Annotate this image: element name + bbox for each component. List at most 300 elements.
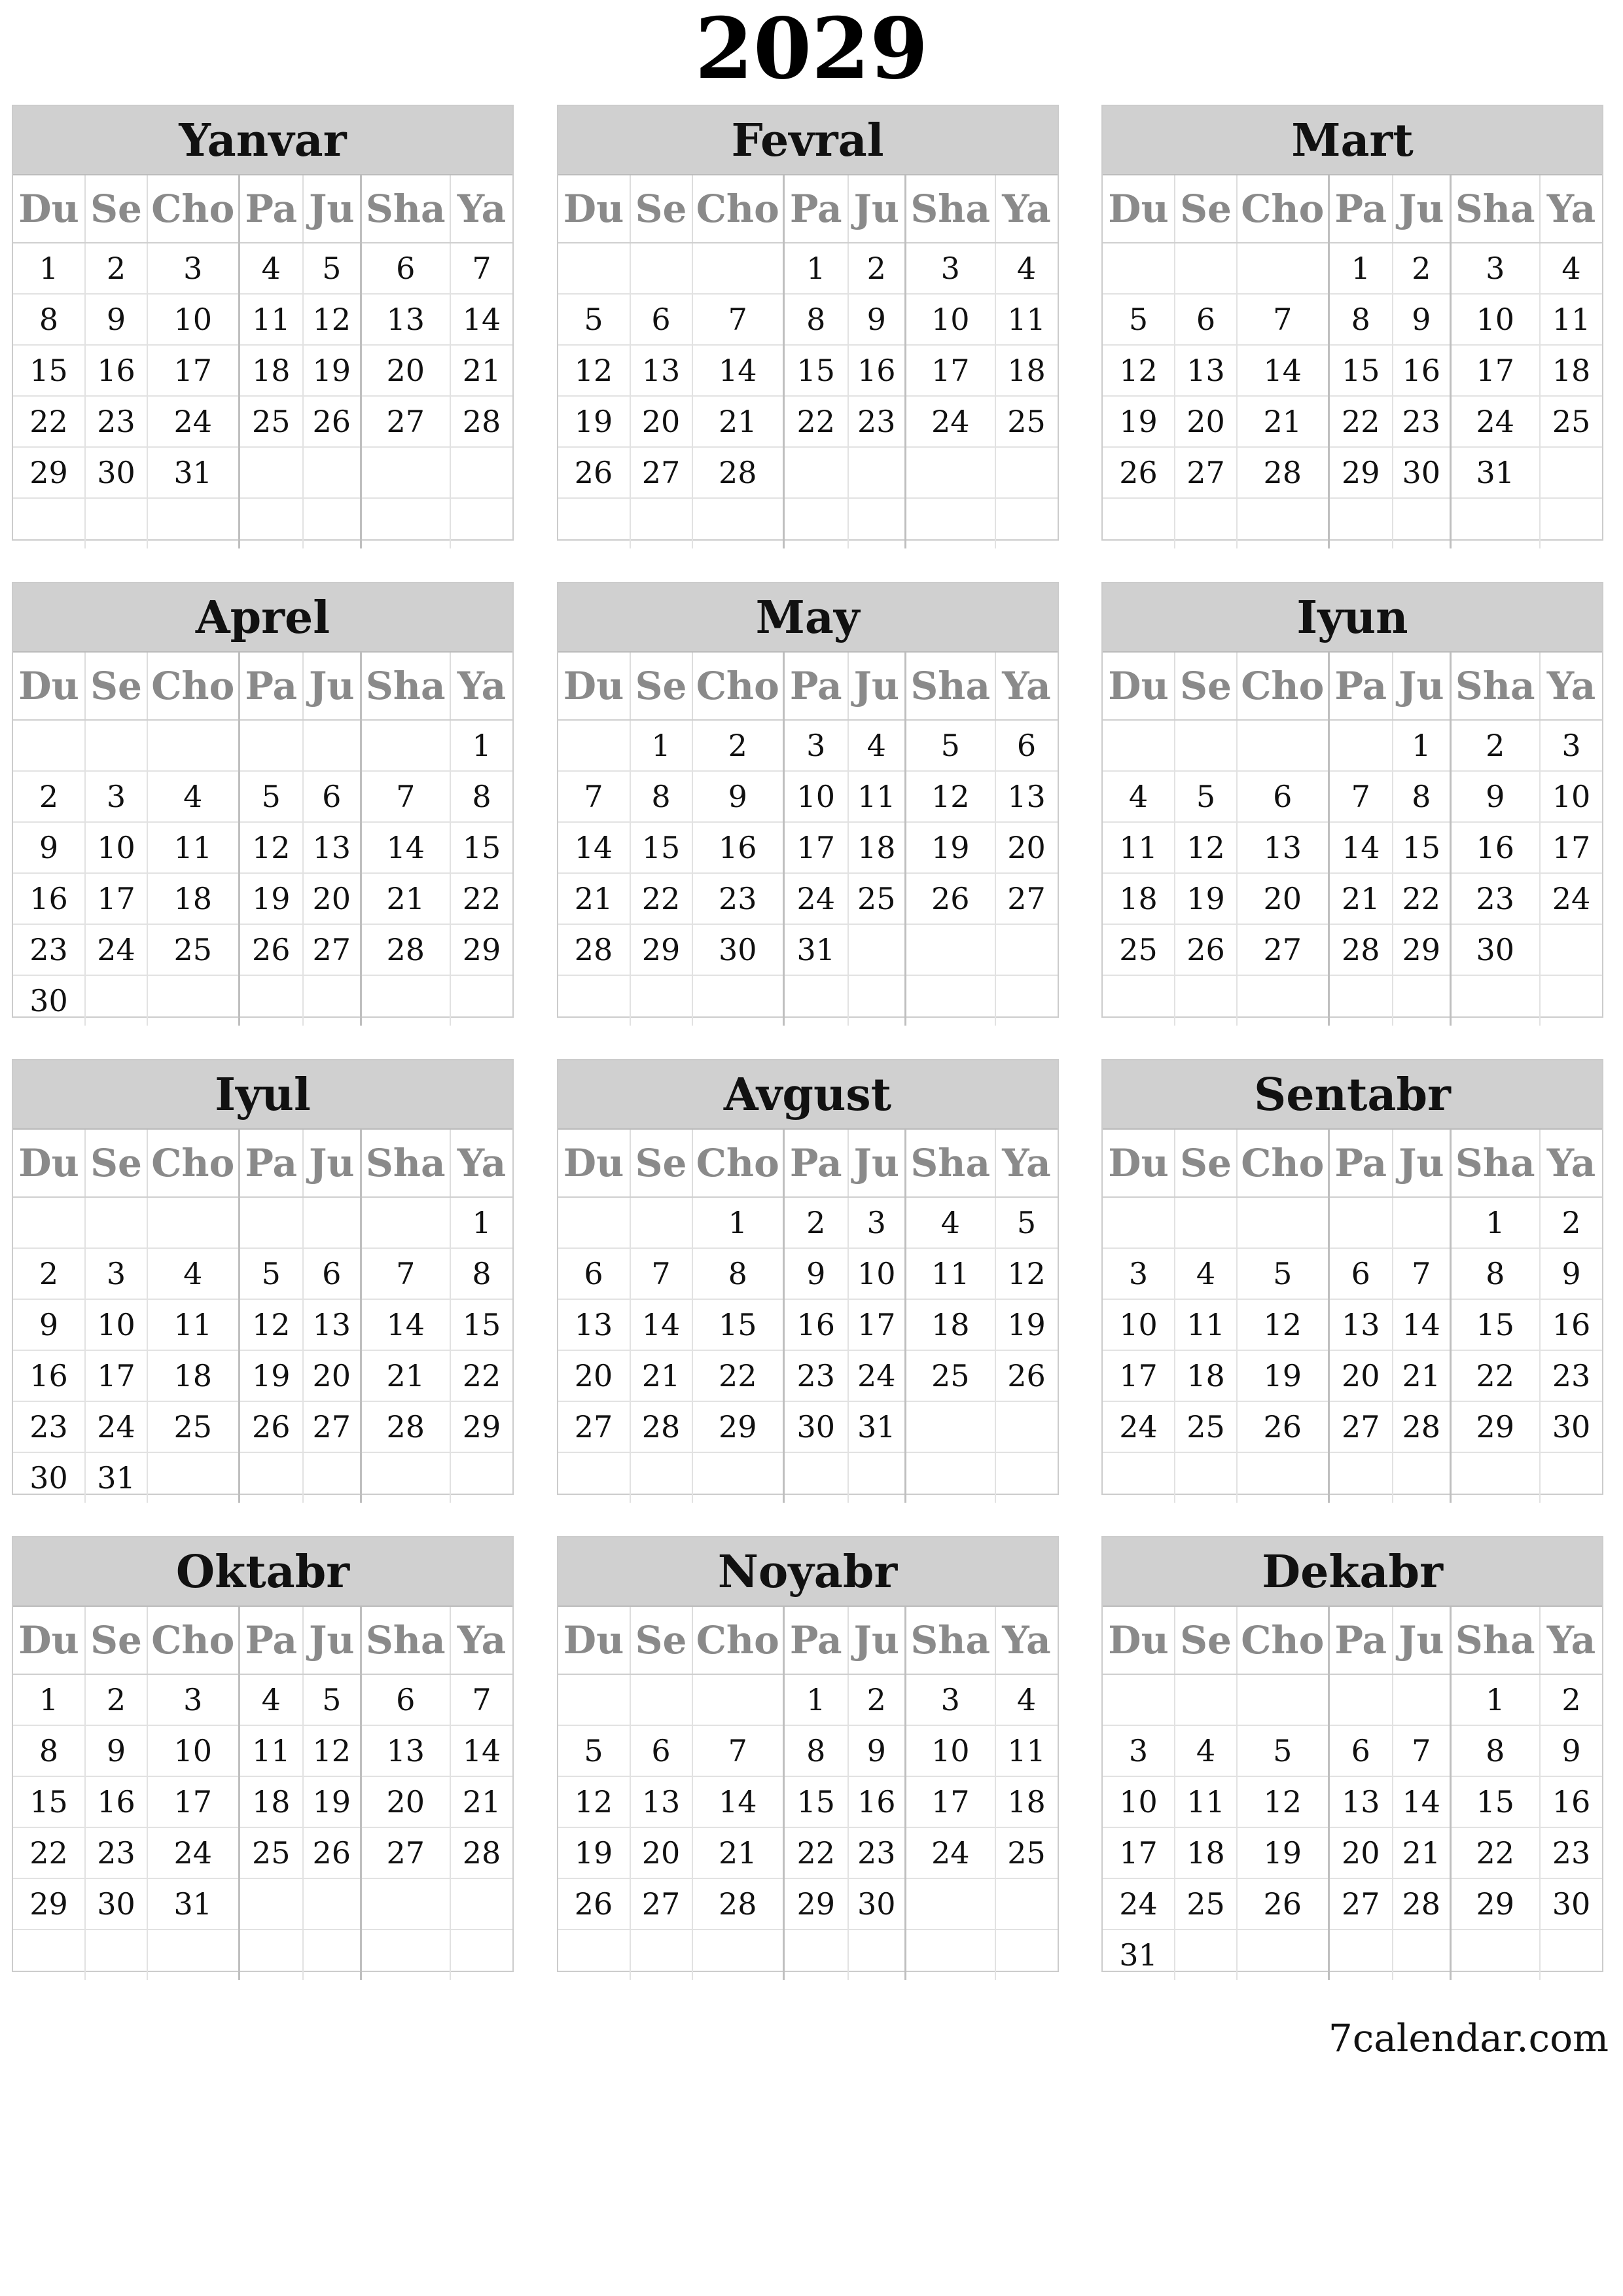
day-cell (1103, 975, 1175, 1026)
day-cell (848, 1452, 906, 1503)
weekday-label: Ju (303, 1130, 361, 1197)
day-cell: 15 (1450, 1776, 1540, 1827)
day-cell: 28 (450, 1827, 512, 1878)
day-cell: 24 (906, 396, 995, 447)
day-cell (692, 1674, 784, 1725)
day-cell (784, 1929, 848, 1980)
day-cell (1450, 1929, 1540, 1980)
weekday-label: Ju (848, 653, 906, 720)
day-cell: 15 (784, 1776, 848, 1827)
day-cell: 25 (147, 1401, 239, 1452)
day-cell: 8 (450, 1248, 512, 1299)
week-row (1103, 1401, 1602, 1452)
week-row (1103, 771, 1602, 822)
month-oktabr (12, 1536, 514, 1972)
weekday-header-row (1103, 653, 1602, 720)
day-cell: 29 (13, 1878, 85, 1929)
day-cell: 25 (1103, 924, 1175, 975)
month-days-table (558, 653, 1058, 1026)
day-cell: 28 (1329, 924, 1393, 975)
day-cell: 1 (784, 243, 848, 294)
day-cell: 7 (1393, 1725, 1450, 1776)
day-cell: 6 (303, 771, 361, 822)
day-cell: 4 (995, 1674, 1058, 1725)
day-cell (1103, 1452, 1175, 1503)
month-days-table (1103, 653, 1602, 1026)
day-cell: 17 (1450, 345, 1540, 396)
day-cell: 16 (1450, 822, 1540, 873)
day-cell: 2 (13, 1248, 85, 1299)
weekday-label: Du (1103, 1607, 1175, 1674)
weekday-header-row (13, 175, 512, 243)
day-cell: 10 (85, 1299, 147, 1350)
day-cell: 14 (1329, 822, 1393, 873)
day-cell: 1 (692, 1197, 784, 1248)
weekday-label: Ju (1393, 653, 1450, 720)
day-cell: 29 (784, 1878, 848, 1929)
month-days-table (558, 1130, 1058, 1503)
day-cell: 20 (558, 1350, 630, 1401)
day-cell: 12 (558, 345, 630, 396)
weekday-label: Du (13, 175, 85, 243)
week-row (13, 1674, 512, 1725)
day-cell (1237, 1197, 1329, 1248)
day-cell: 21 (361, 873, 450, 924)
day-cell: 9 (1393, 294, 1450, 345)
day-cell (630, 1674, 692, 1725)
weekday-label: Du (13, 653, 85, 720)
weekday-label: Sha (906, 175, 995, 243)
day-cell: 8 (1329, 294, 1393, 345)
day-cell (13, 1929, 85, 1980)
day-cell (995, 447, 1058, 498)
day-cell (303, 720, 361, 771)
day-cell (995, 1452, 1058, 1503)
day-cell (1175, 243, 1237, 294)
month-days-table (558, 175, 1058, 548)
day-cell: 24 (906, 1827, 995, 1878)
day-cell: 29 (630, 924, 692, 975)
month-avgust (557, 1059, 1059, 1495)
day-cell: 17 (85, 1350, 147, 1401)
day-cell: 2 (1450, 720, 1540, 771)
day-cell: 28 (1393, 1878, 1450, 1929)
day-cell (558, 498, 630, 548)
day-cell: 13 (303, 822, 361, 873)
day-cell: 26 (558, 447, 630, 498)
day-cell: 14 (558, 822, 630, 873)
day-cell: 17 (147, 1776, 239, 1827)
day-cell: 14 (1393, 1776, 1450, 1827)
weekday-label: Pa (784, 1130, 848, 1197)
day-cell: 15 (1450, 1299, 1540, 1350)
day-cell: 23 (1540, 1827, 1602, 1878)
weekday-label: Ya (450, 175, 512, 243)
day-cell: 13 (630, 345, 692, 396)
day-cell: 21 (450, 1776, 512, 1827)
day-cell: 1 (1329, 243, 1393, 294)
day-cell: 4 (1175, 1725, 1237, 1776)
month-title: May (558, 583, 1058, 653)
day-cell: 8 (1450, 1725, 1540, 1776)
day-cell: 28 (558, 924, 630, 975)
weekday-label: Cho (147, 1607, 239, 1674)
month-title: Iyun (1103, 583, 1602, 653)
week-row (13, 1452, 512, 1503)
week-row (558, 1452, 1058, 1503)
week-row (558, 822, 1058, 873)
weekday-header-row (13, 1607, 512, 1674)
day-cell: 22 (450, 1350, 512, 1401)
day-cell: 24 (848, 1350, 906, 1401)
day-cell: 8 (1393, 771, 1450, 822)
day-cell: 30 (784, 1401, 848, 1452)
day-cell: 9 (848, 1725, 906, 1776)
day-cell: 13 (1329, 1299, 1393, 1350)
day-cell (995, 1929, 1058, 1980)
day-cell: 7 (692, 1725, 784, 1776)
day-cell (239, 1452, 303, 1503)
day-cell: 19 (558, 1827, 630, 1878)
day-cell: 14 (1393, 1299, 1450, 1350)
month-days-table (13, 175, 512, 548)
day-cell: 14 (450, 1725, 512, 1776)
day-cell: 23 (1393, 396, 1450, 447)
day-cell (848, 447, 906, 498)
week-row (13, 873, 512, 924)
week-row (558, 924, 1058, 975)
weekday-label: Sha (361, 1607, 450, 1674)
month-title: Avgust (558, 1060, 1058, 1130)
day-cell: 18 (995, 345, 1058, 396)
day-cell (1103, 243, 1175, 294)
week-row (13, 1827, 512, 1878)
week-row (13, 975, 512, 1026)
day-cell (85, 975, 147, 1026)
day-cell: 19 (1103, 396, 1175, 447)
day-cell: 24 (1450, 396, 1540, 447)
weekday-label: Sha (361, 175, 450, 243)
site-credit: 7calendar.com (1328, 2016, 1609, 2060)
week-row (1103, 873, 1602, 924)
weekday-label: Ya (1540, 175, 1602, 243)
weekday-label: Du (558, 175, 630, 243)
day-cell (303, 1197, 361, 1248)
day-cell: 19 (558, 396, 630, 447)
day-cell: 29 (692, 1401, 784, 1452)
day-cell: 23 (1450, 873, 1540, 924)
day-cell: 20 (630, 396, 692, 447)
week-row (13, 294, 512, 345)
day-cell: 26 (1103, 447, 1175, 498)
weekday-label: Pa (784, 653, 848, 720)
weekday-label: Cho (147, 1130, 239, 1197)
week-row (1103, 498, 1602, 548)
weekday-label: Ju (303, 175, 361, 243)
day-cell: 13 (1175, 345, 1237, 396)
weekday-label: Se (85, 1607, 147, 1674)
day-cell: 25 (1540, 396, 1602, 447)
day-cell: 4 (995, 243, 1058, 294)
weekday-header-row (13, 653, 512, 720)
day-cell: 22 (450, 873, 512, 924)
day-cell: 5 (1175, 771, 1237, 822)
week-row (558, 975, 1058, 1026)
week-row (558, 873, 1058, 924)
day-cell (1175, 1197, 1237, 1248)
weekday-label: Du (1103, 653, 1175, 720)
month-dekabr (1101, 1536, 1603, 1972)
month-title: Noyabr (558, 1537, 1058, 1607)
day-cell: 9 (1540, 1248, 1602, 1299)
day-cell: 8 (13, 294, 85, 345)
day-cell: 16 (13, 873, 85, 924)
day-cell: 1 (450, 720, 512, 771)
day-cell (848, 1929, 906, 1980)
day-cell (361, 720, 450, 771)
weekday-label: Pa (784, 1607, 848, 1674)
month-title: Sentabr (1103, 1060, 1602, 1130)
day-cell: 2 (85, 243, 147, 294)
day-cell: 22 (13, 396, 85, 447)
day-cell: 1 (1450, 1674, 1540, 1725)
day-cell (147, 1197, 239, 1248)
day-cell (1329, 975, 1393, 1026)
week-row (13, 396, 512, 447)
day-cell (1329, 1674, 1393, 1725)
day-cell (147, 1452, 239, 1503)
day-cell (1393, 1929, 1450, 1980)
month-title: Oktabr (13, 1537, 512, 1607)
day-cell: 17 (1103, 1827, 1175, 1878)
weekday-label: Ju (1393, 175, 1450, 243)
day-cell (1175, 1929, 1237, 1980)
day-cell: 14 (630, 1299, 692, 1350)
day-cell: 10 (906, 294, 995, 345)
day-cell (450, 1452, 512, 1503)
day-cell: 2 (1393, 243, 1450, 294)
day-cell (1393, 1197, 1450, 1248)
day-cell: 30 (85, 1878, 147, 1929)
day-cell: 4 (1175, 1248, 1237, 1299)
day-cell (1450, 498, 1540, 548)
day-cell (1237, 498, 1329, 548)
day-cell: 27 (1329, 1878, 1393, 1929)
day-cell: 12 (303, 1725, 361, 1776)
day-cell: 4 (239, 1674, 303, 1725)
day-cell: 8 (630, 771, 692, 822)
day-cell: 22 (1329, 396, 1393, 447)
weekday-label: Ju (848, 1607, 906, 1674)
day-cell: 6 (558, 1248, 630, 1299)
day-cell (558, 975, 630, 1026)
day-cell: 23 (692, 873, 784, 924)
day-cell: 17 (906, 1776, 995, 1827)
day-cell: 24 (85, 1401, 147, 1452)
week-row (13, 720, 512, 771)
day-cell: 5 (1103, 294, 1175, 345)
day-cell: 3 (1540, 720, 1602, 771)
day-cell: 13 (361, 1725, 450, 1776)
week-row (558, 1827, 1058, 1878)
day-cell: 11 (1540, 294, 1602, 345)
day-cell: 25 (995, 396, 1058, 447)
week-row (558, 1299, 1058, 1350)
day-cell: 16 (784, 1299, 848, 1350)
day-cell: 8 (784, 1725, 848, 1776)
weekday-label: Du (13, 1607, 85, 1674)
day-cell: 13 (558, 1299, 630, 1350)
weekday-label: Cho (692, 653, 784, 720)
day-cell: 10 (1450, 294, 1540, 345)
weekday-label: Ya (995, 1607, 1058, 1674)
weekday-label: Sha (1450, 175, 1540, 243)
day-cell (906, 447, 995, 498)
day-cell: 21 (1237, 396, 1329, 447)
day-cell: 25 (995, 1827, 1058, 1878)
day-cell: 25 (906, 1350, 995, 1401)
day-cell: 18 (1175, 1827, 1237, 1878)
day-cell: 30 (13, 1452, 85, 1503)
day-cell (361, 1878, 450, 1929)
day-cell (630, 243, 692, 294)
weekday-label: Du (558, 1607, 630, 1674)
weekday-label: Se (630, 653, 692, 720)
week-row (1103, 1452, 1602, 1503)
week-row (1103, 1776, 1602, 1827)
day-cell (13, 720, 85, 771)
weekday-label: Cho (692, 1607, 784, 1674)
day-cell (692, 243, 784, 294)
day-cell: 15 (692, 1299, 784, 1350)
day-cell: 10 (1540, 771, 1602, 822)
weekday-label: Se (85, 175, 147, 243)
day-cell: 11 (995, 1725, 1058, 1776)
day-cell: 5 (995, 1197, 1058, 1248)
day-cell (239, 975, 303, 1026)
day-cell: 9 (13, 1299, 85, 1350)
day-cell: 21 (558, 873, 630, 924)
day-cell: 11 (906, 1248, 995, 1299)
day-cell (995, 1878, 1058, 1929)
week-row (13, 1725, 512, 1776)
day-cell (1175, 1674, 1237, 1725)
week-row (13, 1299, 512, 1350)
day-cell (1393, 975, 1450, 1026)
day-cell: 21 (692, 396, 784, 447)
day-cell: 15 (630, 822, 692, 873)
day-cell (1450, 975, 1540, 1026)
weekday-label: Se (1175, 175, 1237, 243)
day-cell: 3 (147, 1674, 239, 1725)
day-cell (85, 720, 147, 771)
day-cell: 28 (692, 1878, 784, 1929)
day-cell: 1 (1393, 720, 1450, 771)
day-cell (558, 1929, 630, 1980)
day-cell (239, 1878, 303, 1929)
month-yanvar (12, 105, 514, 541)
day-cell (1237, 1929, 1329, 1980)
week-row (558, 1674, 1058, 1725)
day-cell (906, 498, 995, 548)
day-cell: 5 (1237, 1725, 1329, 1776)
week-row (13, 1878, 512, 1929)
day-cell: 19 (239, 873, 303, 924)
weekday-label: Cho (1237, 175, 1329, 243)
week-row (13, 345, 512, 396)
day-cell: 29 (1329, 447, 1393, 498)
weekday-header-row (1103, 1130, 1602, 1197)
day-cell: 2 (848, 1674, 906, 1725)
month-aprel (12, 582, 514, 1018)
day-cell: 27 (558, 1401, 630, 1452)
day-cell: 24 (147, 1827, 239, 1878)
week-row (558, 1197, 1058, 1248)
day-cell: 7 (450, 1674, 512, 1725)
day-cell (1103, 720, 1175, 771)
day-cell: 21 (630, 1350, 692, 1401)
day-cell: 22 (784, 396, 848, 447)
week-row (558, 771, 1058, 822)
month-iyul (12, 1059, 514, 1495)
day-cell: 30 (85, 447, 147, 498)
day-cell (558, 1197, 630, 1248)
day-cell (450, 447, 512, 498)
day-cell (1103, 1674, 1175, 1725)
weekday-label: Pa (1329, 1130, 1393, 1197)
day-cell: 21 (1329, 873, 1393, 924)
month-may (557, 582, 1059, 1018)
week-row (1103, 1248, 1602, 1299)
day-cell: 12 (906, 771, 995, 822)
weekday-label: Pa (1329, 1607, 1393, 1674)
day-cell: 24 (85, 924, 147, 975)
day-cell: 31 (1103, 1929, 1175, 1980)
day-cell: 22 (784, 1827, 848, 1878)
day-cell: 11 (239, 1725, 303, 1776)
day-cell: 10 (147, 1725, 239, 1776)
day-cell (147, 1929, 239, 1980)
day-cell: 2 (13, 771, 85, 822)
day-cell: 20 (303, 1350, 361, 1401)
day-cell: 26 (303, 1827, 361, 1878)
day-cell: 7 (692, 294, 784, 345)
day-cell (239, 720, 303, 771)
day-cell (1540, 1929, 1602, 1980)
day-cell (906, 1452, 995, 1503)
day-cell: 23 (1540, 1350, 1602, 1401)
week-row (1103, 1725, 1602, 1776)
month-title: Mart (1103, 106, 1602, 175)
week-row (1103, 447, 1602, 498)
weekday-label: Cho (147, 175, 239, 243)
day-cell (1393, 1452, 1450, 1503)
weekday-label: Cho (692, 1130, 784, 1197)
weekday-label: Ya (1540, 1607, 1602, 1674)
weekday-label: Ju (1393, 1607, 1450, 1674)
day-cell: 21 (1393, 1350, 1450, 1401)
day-cell: 12 (1237, 1776, 1329, 1827)
week-row (1103, 1827, 1602, 1878)
day-cell: 7 (558, 771, 630, 822)
day-cell (147, 498, 239, 548)
day-cell: 5 (303, 243, 361, 294)
day-cell (361, 1452, 450, 1503)
month-title: Yanvar (13, 106, 512, 175)
day-cell: 14 (1237, 345, 1329, 396)
day-cell: 12 (239, 1299, 303, 1350)
day-cell (1329, 498, 1393, 548)
